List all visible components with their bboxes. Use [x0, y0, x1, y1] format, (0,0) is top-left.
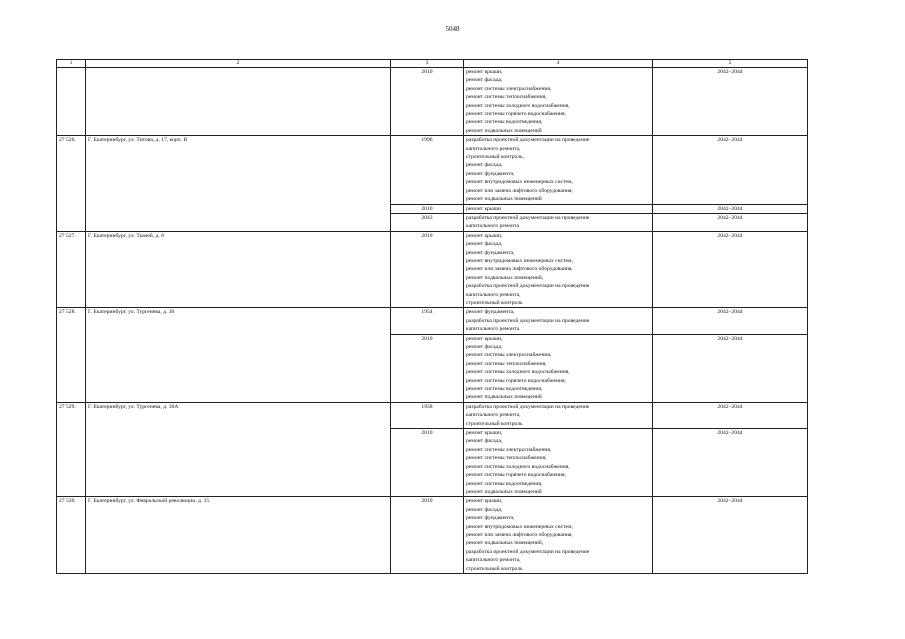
page-number: 5048 [445, 25, 460, 33]
work-item: ремонт подвальных помещений [466, 394, 542, 401]
work-item: ремонт подвальных помещений [466, 488, 542, 495]
work-item: капитального ремонта [466, 223, 520, 230]
address-cell: Г. Екатеринбург, ул. Тургенева, д. 30 [86, 308, 391, 402]
work-item: ремонт подвальных помещений, [466, 540, 544, 547]
object-number-cell: 27 528. [57, 308, 86, 402]
table-row [57, 136, 808, 204]
work-item: разработка проектной документации на проведение [466, 317, 590, 324]
object-number-cell: 27 526. [57, 136, 86, 231]
work-item: ремонт крыши, [466, 498, 503, 505]
work-item: ремонт фасада, [466, 506, 503, 513]
address-cell: Г. Екатеринбург, ул. Титова, д. 17, корп. В [86, 136, 391, 231]
work-item: ремонт системы горячего водоснабжения, [466, 377, 566, 384]
work-item: ремонт системы теплоснабжения, [466, 94, 547, 101]
repair-schedule-table [56, 59, 808, 574]
year-cell: 2043 [391, 213, 464, 231]
work-item: разработка проектной документации на проведение [466, 283, 590, 290]
column-header: 2 [86, 60, 391, 68]
work-item: ремонт системы холодного водоснабжения, [466, 463, 570, 470]
work-item: ремонт системы теплоснабжения, [466, 360, 547, 367]
year-cell: 2010 [391, 68, 464, 136]
work-item: ремонт крыши, [466, 69, 503, 75]
work-item: капитального ремонта, [466, 145, 521, 152]
work-item: ремонт крыши, [466, 232, 503, 239]
table-row [57, 497, 808, 574]
year-cell: 2010 [391, 429, 464, 497]
work-item: капитального ремонта [466, 326, 520, 333]
period-cell: 2042–2044 [653, 204, 808, 213]
work-item: ремонт подвальных помещений, [466, 274, 544, 281]
period-cell: 2042–2044 [653, 308, 808, 334]
work-item: ремонт фундамента, [466, 249, 515, 256]
address-cell: Г. Екатеринбург, ул. Тургенева, д. 30А [86, 402, 391, 496]
work-item: ремонт или замена лифтового оборудования, [466, 187, 573, 194]
column-header: 1 [57, 60, 86, 68]
year-cell: 1996 [391, 136, 464, 204]
work-item: ремонт крыши, [466, 430, 503, 437]
works-cell [464, 308, 653, 334]
table-row [57, 68, 808, 136]
work-item: ремонт фасада, [466, 344, 503, 350]
period-cell: 2042–2044 [653, 402, 808, 428]
work-item: строительный контроль [466, 565, 523, 572]
work-item: разработка проектной документации на проведение [466, 214, 590, 221]
year-cell: 1954 [391, 308, 464, 334]
period-cell: 2042–2044 [653, 68, 808, 136]
period-cell: 2042–2044 [653, 213, 808, 231]
works-cell [464, 429, 653, 497]
year-cell: 1958 [391, 402, 464, 428]
work-item: ремонт фундамента, [466, 515, 515, 522]
period-cell: 2042–2044 [653, 334, 808, 402]
work-item: капитального ремонта, [466, 412, 521, 419]
work-item: ремонт подвальных помещений [466, 196, 542, 203]
work-item: ремонт внутридомовых инженерных систем, [466, 523, 573, 530]
work-item: строительный контроль [466, 420, 523, 427]
address-cell: Г. Екатеринбург, ул. Ткачей, д. 6 [86, 231, 391, 308]
address-cell [86, 68, 391, 136]
work-item: ремонт или замена лифтового оборудования, [466, 266, 573, 273]
work-item: ремонт системы водоотведения, [466, 119, 543, 126]
work-item: ремонт подвальных помещений [466, 127, 542, 134]
table-row [57, 308, 808, 334]
work-item: ремонт системы холодного водоснабжения, [466, 102, 570, 109]
column-header: 5 [653, 60, 808, 68]
work-item: ремонт системы электроснабжения, [466, 85, 552, 92]
works-cell [464, 497, 653, 574]
period-cell: 2042–2044 [653, 497, 808, 574]
column-header: 3 [391, 60, 464, 68]
year-cell: 2010 [391, 204, 464, 213]
table-row [57, 231, 808, 308]
works-cell [464, 68, 653, 136]
table-body [57, 68, 808, 574]
address-cell: Г. Екатеринбург, ул. Февральской революции, д. 15 [86, 497, 391, 574]
work-item: капитального ремонта, [466, 557, 521, 564]
work-item: ремонт фасада, [466, 162, 503, 169]
year-cell: 2010 [391, 334, 464, 402]
works-cell [464, 334, 653, 402]
work-item: разработка проектной документации на проведение [466, 403, 590, 410]
column-header: 4 [464, 60, 653, 68]
object-number-cell: 27 530. [57, 497, 86, 574]
object-number-cell: 27 529. [57, 402, 86, 496]
period-cell: 2042–2044 [653, 429, 808, 497]
year-cell: 2010 [391, 497, 464, 574]
work-item: ремонт системы водоотведения, [466, 386, 543, 393]
work-item: строительный контроль [466, 299, 523, 306]
work-item: ремонт внутридомовых инженерных систем, [466, 257, 573, 264]
work-item: ремонт системы электроснабжения, [466, 352, 552, 359]
column-number-row [57, 60, 808, 68]
works-cell [464, 402, 653, 428]
period-cell: 2042–2044 [653, 231, 808, 308]
work-item: ремонт системы горячего водоснабжения, [466, 111, 566, 118]
work-item: строительный контроль, [466, 154, 524, 161]
work-item: разработка проектной документации на проведение [466, 137, 590, 144]
works-cell [464, 213, 653, 231]
table-row [57, 402, 808, 428]
works-cell [464, 136, 653, 204]
work-item: ремонт системы теплоснабжения, [466, 455, 547, 462]
works-cell [464, 204, 653, 213]
works-cell [464, 231, 653, 308]
object-number-cell [57, 68, 86, 136]
work-item: ремонт крыши, [466, 335, 503, 342]
period-cell: 2042–2044 [653, 136, 808, 204]
work-item: ремонт системы холодного водоснабжения, [466, 369, 570, 376]
work-item: капитального ремонта, [466, 291, 521, 298]
work-item: ремонт внутридомовых инженерных систем, [466, 179, 573, 186]
work-item: ремонт системы электроснабжения, [466, 446, 552, 453]
work-item: ремонт фасада, [466, 438, 503, 445]
work-item: ремонт или замена лифтового оборудования, [466, 531, 573, 538]
work-item: ремонт системы горячего водоснабжения, [466, 472, 566, 479]
work-item: ремонт крыши [466, 205, 502, 212]
work-item: ремонт системы водоотведения, [466, 480, 543, 487]
work-item: ремонт фасада, [466, 77, 503, 84]
work-item: ремонт фасада, [466, 241, 503, 248]
year-cell: 2010 [391, 231, 464, 308]
work-item: разработка проектной документации на проведение [466, 548, 590, 555]
object-number-cell: 27 527. [57, 231, 86, 308]
work-item: ремонт фундамента, [466, 309, 515, 316]
work-item: ремонт фундамента, [466, 170, 515, 177]
